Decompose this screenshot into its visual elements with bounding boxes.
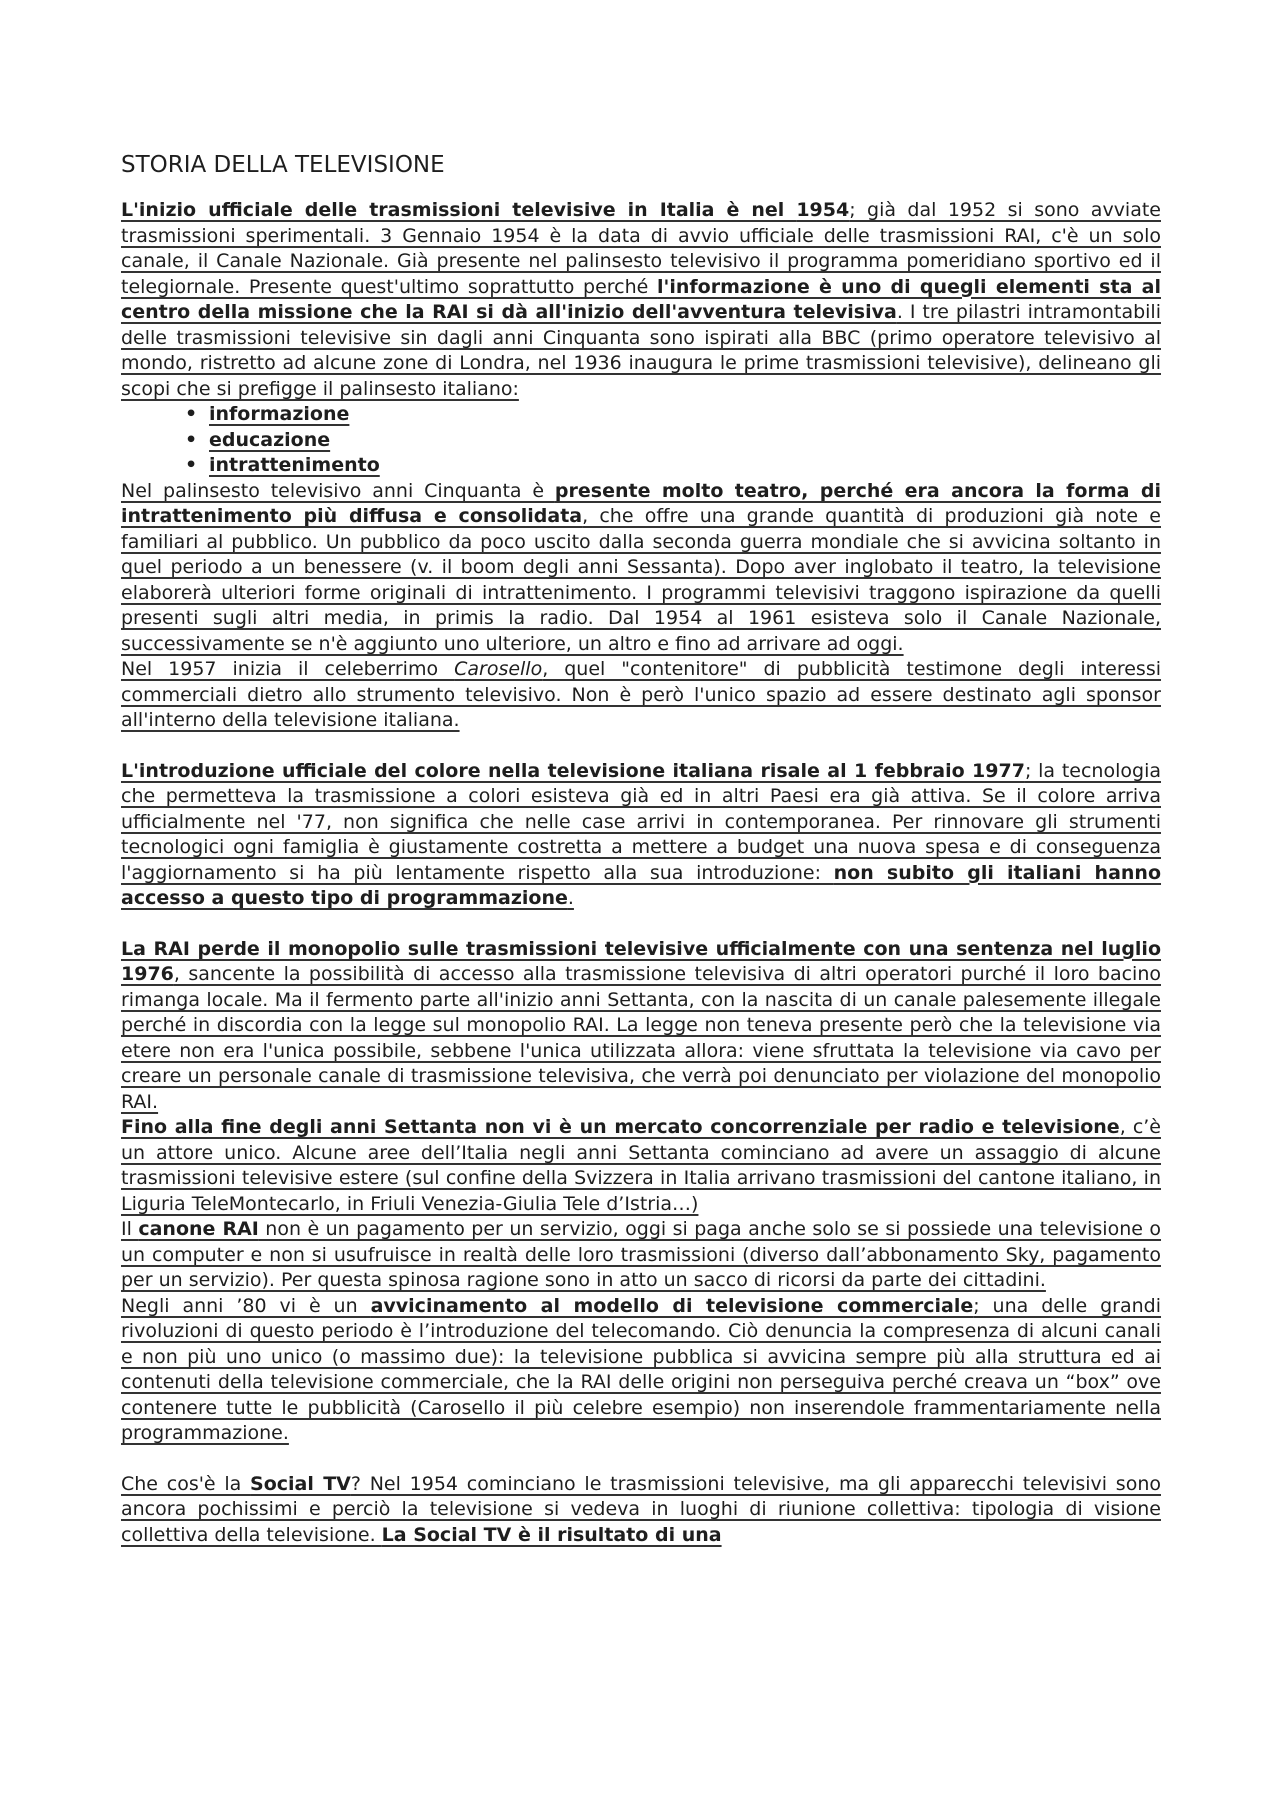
bold-text: L'introduzione ufficiale del colore nella televisione italiana risale al 1 febbraio 1977 <box>121 759 1025 782</box>
bold-text: Fino alla fine degli anni Settanta non vi è un mercato concorrenziale per radio e televisione <box>121 1116 1120 1138</box>
paragraph-gap <box>121 734 1161 759</box>
body-text: , c’è un attore unico. Alcune aree dell’Italia negli anni Settanta cominciano ad avere un assaggio di alcune trasmissioni televisive estere (sul confine della Svizzera in Italia arrivano trasmissioni del cantone italiano, in Liguria TeleMontecarlo, in Friuli Venezia-Giulia Tele d’Istria…) <box>121 1116 1161 1215</box>
paragraph-monopolio <box>121 937 1161 1116</box>
body-text: Nel palinsesto televisivo anni Cinquanta è <box>121 479 555 502</box>
list-item-label: educazione <box>209 428 331 451</box>
body-text: , che offre una grande quantità di produzioni già note e familiari al pubblico. Un pubblico da poco uscito dalla seconda guerra mondiale che si avvicina soltanto in quel periodo a un benessere (v. il boom degli anni Sessanta). Dopo aver inglobato il teatro, la televisione elaborerà ulteriori forme originali di intrattenimento. I programmi televisivi traggono ispirazione da quelli presenti sugli altri media, in primis la radio. Dal 1954 al 1961 esisteva solo il Canale Nazionale, successivamente se n'è aggiunto uno ulteriore, un altro e fino ad arrivare ad oggi. <box>121 505 1161 655</box>
paragraph-anni-80 <box>121 1294 1161 1447</box>
paragraph-carosello <box>121 657 1161 734</box>
bold-text: La Social TV è il risultato di una <box>381 1523 722 1546</box>
bold-year: 1954 <box>796 199 850 221</box>
bullet-icon: • <box>185 403 198 425</box>
list-item <box>185 428 1161 454</box>
body-text: non è un pagamento per un servizio, oggi si paga anche solo se si possiede una televisione o un computer e non si usufruisce in realtà delle loro trasmissioni (diverso dall’abbonamento Sky, pagamento per un servizio). Per questa spinosa ragione sono in atto un sacco di ricorsi da parte dei cittadini. <box>121 1218 1162 1291</box>
list-item-label: informazione <box>209 403 350 425</box>
list-item <box>185 402 1161 428</box>
paragraph-gap <box>121 1447 1161 1472</box>
body-text: Nel 1957 inizia il celeberrimo <box>121 658 455 680</box>
list-item <box>185 453 1161 479</box>
bold-text: Social TV <box>250 1472 351 1495</box>
bold-text: La RAI perde il monopolio sulle trasmissioni televisive ufficialmente con una sentenza nel luglio 1976 <box>121 937 1161 985</box>
bold-text: non subito gli italiani hanno accesso a questo tipo di programmazione <box>121 861 1162 909</box>
paragraph-canone <box>121 1217 1161 1294</box>
paragraph-mercato <box>121 1115 1161 1217</box>
document-title: STORIA DELLA TELEVISIONE <box>121 152 445 178</box>
body-text: Negli anni ’80 vi è un <box>121 1294 371 1317</box>
document-page <box>121 150 1161 1548</box>
paragraph-inizio-trasmissioni <box>121 198 1161 402</box>
bold-text: l'informazione è uno di quegli elementi sta al centro della missione che la RAI si dà all'inizio dell'avventura televisiva <box>121 275 1161 323</box>
bullet-list-pilastri <box>121 402 1161 479</box>
body-text: ; una delle grandi rivoluzioni di questo periodo è l’introduzione del telecomando. Ciò denuncia la compresenza di alcuni canali e non più uno unico (o massimo due): la televisione pubblica si avvicina sempre più alla struttura ed ai contenuti della televisione commerciale, che la RAI delle origini non perseguiva perché creava un “box” ove contenere tutte le pubblicità (Carosello il più celebre esempio) non inserendole frammentariamente nella programmazione. <box>121 1294 1162 1444</box>
bullet-icon: • <box>185 454 198 476</box>
bullet-icon: • <box>185 428 198 451</box>
body-text: . <box>567 887 574 909</box>
list-item-label: intrattenimento <box>209 454 380 476</box>
paragraph-social-tv <box>121 1472 1161 1549</box>
body-text: . I tre pilastri intramontabili delle trasmissioni televisive sin dagli anni Cinquanta sono ispirati alla BBC (primo operatore televisivo al mondo, ristretto ad alcune zone di Londra, nel 1936 inaugura le prime trasmissioni televisive), delineano gli scopi che si prefigge il palinsesto italiano: <box>121 301 1161 400</box>
body-text: ; già dal 1952 si sono avviate trasmissioni sperimentali. 3 Gennaio 1954 è la data di avvio ufficiale delle trasmissioni RAI, c'è un solo canale, il Canale Nazionale. Già presente nel palinsesto televisivo il programma pomeridiano sportivo ed il telegiornale. Presente quest'ultimo soprattutto perché <box>121 199 1161 298</box>
bold-text: L'inizio ufficiale delle trasmissioni televisive in Italia è nel <box>121 199 797 221</box>
body-text: , sancente la possibilità di accesso alla trasmissione televisiva di altri operatori purché il loro bacino rimanga locale. Ma il fermento parte all'inizio anni Settanta, con la nascita di un canale palesemente illegale perché in discordia con la legge sul monopolio RAI. La legge non teneva presente però che la televisione via etere non era l'unica possibile, sebbene l'unica utilizzata allora: viene sfruttata la televisione via cavo per creare un personale canale di trasmissione televisiva, che verrà poi denunciato per violazione del monopolio RAI. <box>121 963 1161 1113</box>
bold-text: presente molto teatro, perché era ancora la forma di intrattenimento più diffusa e consolidata <box>121 479 1162 527</box>
body-text: , quel "contenitore" di pubblicità testimone degli interessi commerciali dietro allo strumento televisivo. Non è però l'unico spazio ad essere destinato agli sponsor all'interno della televisione italiana. <box>121 658 1162 731</box>
italic-text: Carosello <box>454 658 543 680</box>
body-text: ; la tecnologia che permetteva la trasmissione a colori esisteva già ed in altri Paesi era già attiva. Se il colore arriva ufficialmente nel '77, non significa che nelle case arrivi in contemporanea. Per rinnovare gli strumenti tecnologici ogni famiglia è giustamente costretta a mettere a budget una nuova spesa e di conseguenza l'aggiornamento si ha più lentamente rispetto alla sua introduzione: <box>121 759 1161 884</box>
body-text: ? Nel 1954 cominciano le trasmissioni televisive, ma gli apparecchi televisivi sono ancora pochissimi e perciò la televisione si vedeva in luoghi di riunione collettiva: tipologia di visione collettiva della televisione. <box>121 1472 1161 1546</box>
body-text: Il <box>121 1218 139 1240</box>
paragraph-gap <box>121 912 1161 937</box>
body-text: Che cos'è la <box>121 1472 251 1495</box>
bold-text: avvicinamento al modello di televisione commerciale <box>370 1294 974 1317</box>
paragraph-teatro <box>121 479 1161 658</box>
paragraph-colore <box>121 759 1161 912</box>
bold-text: canone RAI <box>138 1218 259 1240</box>
